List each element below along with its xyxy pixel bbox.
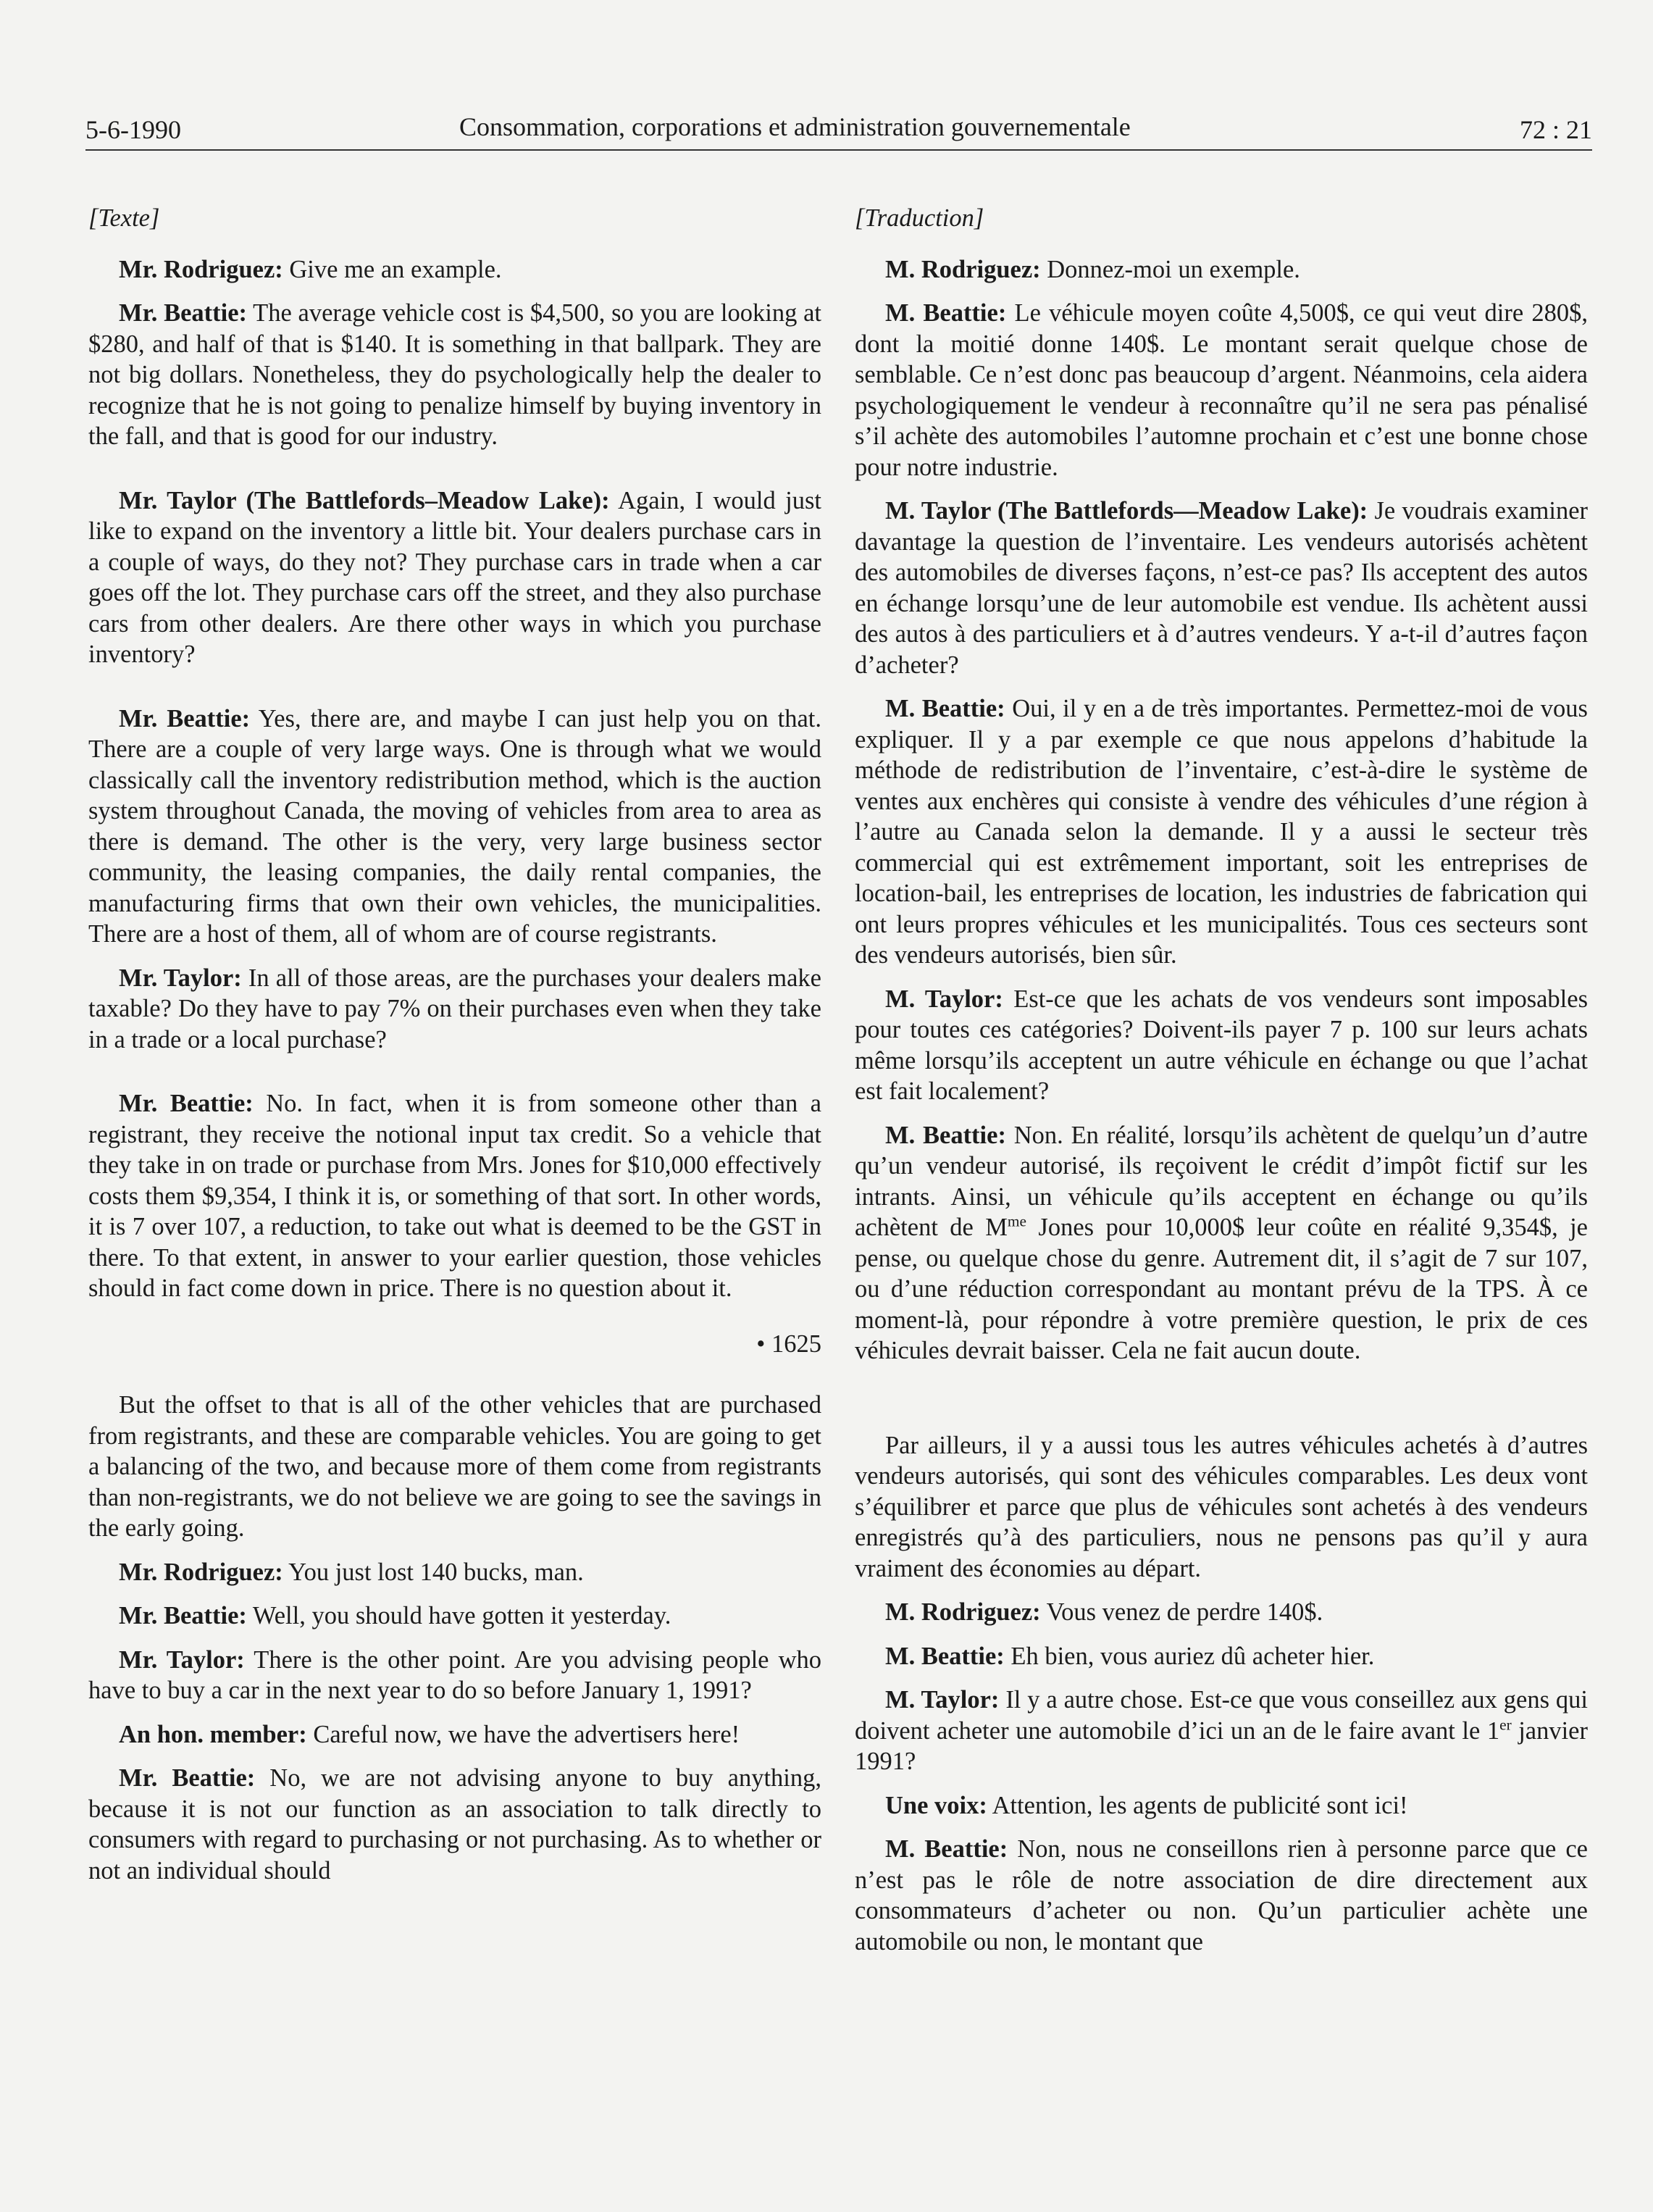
paragraph bbox=[88, 1645, 821, 1706]
paragraph bbox=[88, 298, 821, 452]
paragraph bbox=[855, 984, 1588, 1107]
paragraph bbox=[88, 485, 821, 670]
header-title: Consommation, corporations et administration gouvernementale bbox=[459, 112, 1131, 141]
paragraph-text: The average vehicle cost is $4,500, so you are looking at $280, and half of that is $140. It is something in that ballpark. They are not big dollars. Nonetheless, they do psychologically help the dealer to recognize that he is not going to penalize himself by buying inventory in the fall, and that is good for our industry. bbox=[88, 299, 821, 450]
speaker-name: Une voix: bbox=[885, 1791, 987, 1819]
paragraph bbox=[855, 1430, 1588, 1585]
speaker-name: Mr. Taylor (The Battlefords–Meadow Lake): bbox=[119, 486, 610, 514]
paragraph bbox=[88, 1390, 821, 1544]
french-column bbox=[855, 203, 1588, 1970]
speaker-name: Mr. Beattie: bbox=[119, 299, 248, 327]
paragraph bbox=[88, 1600, 821, 1632]
paragraph bbox=[855, 1641, 1588, 1672]
paragraph bbox=[855, 1120, 1588, 1366]
paragraph bbox=[855, 1597, 1588, 1628]
paragraph-text: Careful now, we have the advertisers here! bbox=[306, 1720, 740, 1748]
superscript: er bbox=[1499, 1716, 1512, 1733]
speaker-name: Mr. Rodriguez: bbox=[119, 255, 283, 283]
paragraph bbox=[855, 254, 1588, 285]
paragraph-text: Attention, les agents de publicité sont ici! bbox=[987, 1791, 1408, 1819]
speaker-name: Mr. Rodriguez: bbox=[119, 1558, 283, 1586]
speaker-name: M. Rodriguez: bbox=[885, 255, 1041, 283]
speaker-name: Mr. Beattie: bbox=[119, 1090, 254, 1117]
paragraph bbox=[88, 254, 821, 285]
paragraph-text: Give me an example. bbox=[283, 255, 502, 283]
speaker-name: M. Beattie: bbox=[885, 299, 1007, 327]
paragraph-text: There is the other point. Are you advising people who have to buy a car in the next year to do so before January 1, 1991? bbox=[88, 1645, 821, 1704]
paragraph-text: No, we are not advising anyone to buy anything, because it is not our function as an association to talk directly to consumers with regard to purchasing or not purchasing. As to whether or not an individual should bbox=[88, 1764, 821, 1885]
paragraph-text: janvier 1991? bbox=[855, 1716, 1588, 1775]
paragraph-text: Non. En réalité, lorsqu’ils achètent de quelqu’un d’autre qu’un vendeur autorisé, ils reçoivent le crédit d’impôt fictif sur les intrants. Ainsi, un véhicule qu’ils acceptent en échange ou qu’ils achètent de M bbox=[855, 1121, 1588, 1241]
speaker-name: M. Beattie: bbox=[885, 695, 1005, 722]
speaker-name: M. Taylor: bbox=[885, 1686, 1000, 1714]
speaker-name: M. Taylor: bbox=[885, 985, 1003, 1013]
paragraph bbox=[88, 1719, 821, 1750]
speaker-name: Mr. Taylor: bbox=[119, 1645, 245, 1674]
speaker-name: An hon. member: bbox=[119, 1720, 307, 1748]
header-page-number: 72 : 21 bbox=[1519, 115, 1592, 144]
paragraph-text: Le véhicule moyen coûte 4,500$, ce qui veut dire 280$, dont la moitié donne 140$. Le montant serait quelque chose de semblable. Ce n’est donc pas beaucoup d’argent. Néanmoins, cela aidera psychologiquement le vendeur à reconnaître qu’il ne sera pas pénalisé s’il achète des automobiles l’automne prochain et c’est une bonne chose pour notre industrie. bbox=[855, 299, 1588, 481]
language-tag: [Texte] bbox=[88, 204, 160, 232]
paragraph-text: Jones pour 10,000$ leur coûte en réalité 9,354$, je pense, ou quelque chose du genre. Autrement dit, il s’agit de 7 sur 107, ou d’une réduction correspondant au montant prévu de la TPS. À ce moment-là, pour répondre à votre première question, le prix de ces véhicules devrait baisser. Cela ne fait aucun doute. bbox=[855, 1214, 1588, 1364]
english-column bbox=[88, 203, 821, 1899]
paragraph bbox=[88, 1763, 821, 1886]
paragraph-text: In all of those areas, are the purchases your dealers make taxable? Do they have to pay 7% on their purchases even when they take in a trade or a local purchase? bbox=[88, 964, 821, 1053]
paragraph-text: Il y a autre chose. Est-ce que vous conseillez aux gens qui doivent acheter une automobile d’ici un an de le faire avant le 1 bbox=[855, 1686, 1589, 1745]
paragraph bbox=[855, 1834, 1588, 1957]
paragraph bbox=[88, 704, 821, 950]
paragraph bbox=[855, 1685, 1588, 1777]
paragraph-text: Vous venez de perdre 140$. bbox=[1040, 1598, 1323, 1626]
paragraph bbox=[88, 963, 821, 1056]
time-marker: • 1625 bbox=[756, 1330, 821, 1358]
speaker-name: M. Taylor (The Battlefords—Meadow Lake): bbox=[885, 497, 1368, 525]
paragraph-text: Non, nous ne conseillons rien à personne parce que ce n’est pas le rôle de notre association de dire directement aux consommateurs d’acheter ou non. Qu’un particulier achète une automobile ou non, le montant que bbox=[855, 1835, 1588, 1956]
paragraph-text: You just lost 140 bucks, man. bbox=[283, 1558, 584, 1586]
paragraph-text: Est-ce que les achats de vos vendeurs sont imposables pour toutes ces catégories? Doivent-ils payer 7 p. 100 sur leurs achats même lorsqu’ils acceptent un autre véhicule en échange ou que l’achat est fait localement? bbox=[855, 985, 1589, 1105]
paragraph bbox=[855, 298, 1588, 483]
paragraph bbox=[855, 1790, 1588, 1821]
paragraph bbox=[855, 693, 1588, 971]
paragraph-text: Again, I would just like to expand on the inventory a little bit. Your dealers purchase cars in a couple of ways, do they not? They purchase cars in trade when a car goes off the lot. They purchase cars off the street, and they also purchase cars from other dealers. Are there other ways in which you purchase inventory? bbox=[88, 486, 821, 668]
paragraph-text: Donnez-moi un exemple. bbox=[1040, 255, 1300, 283]
speaker-name: M. Beattie: bbox=[885, 1642, 1005, 1670]
speaker-name: Mr. Taylor: bbox=[119, 964, 242, 992]
paragraph-text: No. In fact, when it is from someone other than a registrant, they receive the notional input tax credit. So a vehicle that they take in on trade or purchase from Mrs. Jones for $10,000 effectively costs them $9,354, I think it is, or something of that sort. In other words, it is 7 over 107, a reduction, to take out what is deemed to be the GST in there. To that extent, in answer to your earlier question, those vehicles should in fact come down in price. There is no question about it. bbox=[88, 1090, 821, 1302]
paragraph-text: Well, you should have gotten it yesterday. bbox=[246, 1602, 671, 1629]
paragraph-text: Eh bien, vous auriez dû acheter hier. bbox=[1004, 1642, 1375, 1670]
speaker-name: M. Beattie: bbox=[885, 1121, 1006, 1149]
paragraph bbox=[855, 496, 1588, 680]
paragraph-text: Je voudrais examiner davantage la question de l’inventaire. Les vendeurs autorisés achètent des automobiles de diverses façons, n’est-ce pas? Ils acceptent des autos en échange lorsqu’une de leur automobile est vendue. Ils achètent aussi des autos à des particuliers et à d’autres vendeurs. Y a-t-il d’autres façon d’acheter? bbox=[855, 497, 1589, 679]
header-date: 5-6-1990 bbox=[85, 115, 181, 144]
language-tag: [Traduction] bbox=[855, 204, 984, 232]
speaker-name: M. Rodriguez: bbox=[885, 1598, 1041, 1626]
speaker-name: Mr. Beattie: bbox=[119, 1602, 247, 1629]
paragraph bbox=[88, 1088, 821, 1304]
paragraph-text: Yes, there are, and maybe I can just help you on that. There are a couple of very large ways. One is through what we would classically call the inventory redistribution method, which is the auction system throughout Canada, the moving of vehicles from area to area as there is demand. The other is the very, very large business sector community, the leasing companies, the daily rental companies, the manufacturing firms that own their own vehicles, the municipalities. There are a host of them, all of whom are of course registrants. bbox=[88, 704, 821, 948]
paragraph-text: Par ailleurs, il y a aussi tous les autres véhicules achetés à d’autres vendeurs autorisés, qui sont des véhicules comparables. Les deux vont s’équilibrer et parce que plus de véhicules sont achetés à des vendeurs enregistrés qu’à des particuliers, nous ne pensons pas qu’il y aura vraiment des économies au départ. bbox=[855, 1431, 1588, 1582]
speaker-name: Mr. Beattie: bbox=[119, 1764, 256, 1792]
speaker-name: M. Beattie: bbox=[885, 1835, 1008, 1863]
paragraph-text: But the offset to that is all of the other vehicles that are purchased from registrants, and these are comparable vehicles. You are going to get a balancing of the two, and because more of them come from registrants than non-registrants, we do not believe we are going to see the savings in the early going. bbox=[88, 1391, 821, 1542]
speaker-name: Mr. Beattie: bbox=[119, 704, 251, 733]
page-header bbox=[85, 109, 1592, 151]
paragraph-text: Oui, il y en a de très importantes. Permettez-moi de vous expliquer. Il y a par exemple ce que nous appelons d’habitude la méthode de redistribution de l’inventaire, c’est-à-dire le système de ventes aux enchères qui consiste à vendre des véhicules d’une région à l’autre au Canada selon la demande. Il y a aussi le secteur très commercial qui est extrêmement important, soit les entreprises de location-bail, les entreprises de location, les industries de fabrication qui ont leurs propres véhicules et les municipalités. Tous ces secteurs sont des vendeurs autorisés, bien sûr. bbox=[855, 695, 1588, 969]
paragraph bbox=[88, 1557, 821, 1588]
superscript: me bbox=[1007, 1212, 1027, 1230]
